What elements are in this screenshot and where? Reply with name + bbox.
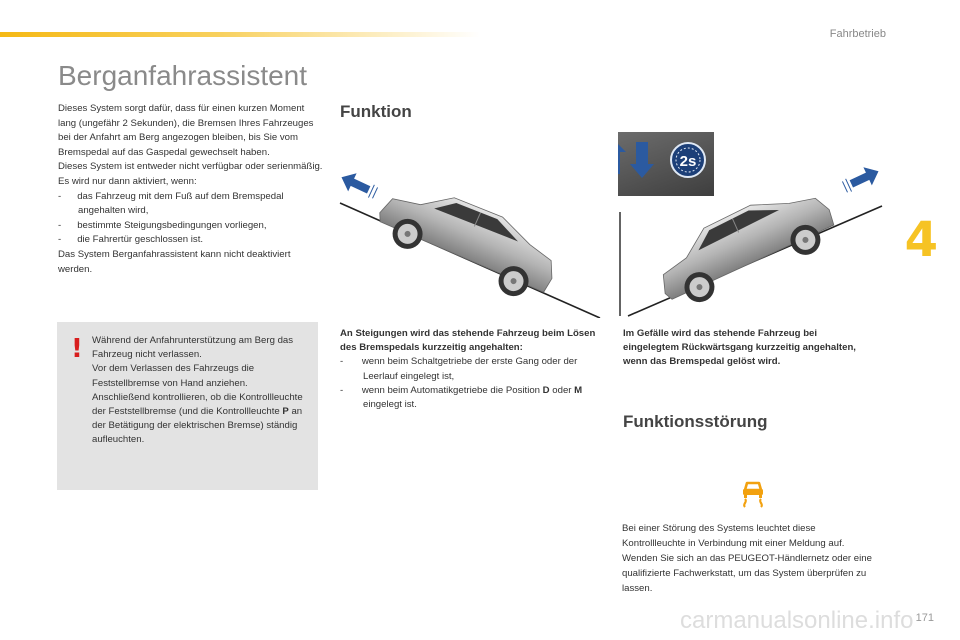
arrow-back-icon xyxy=(841,162,883,196)
list-item: - das Fahrzeug mit dem Fuß auf dem Bremspedal angehalten wird, xyxy=(58,190,284,217)
intro-paragraph: Es wird nur dann aktiviert, wenn: xyxy=(58,175,197,187)
downhill-caption: Im Gefälle wird das stehende Fahrzeug bei eingelegtem Rückwärtsgang kurzzeitig angehalten, wenn das Bremspedal gelöst wird. xyxy=(623,328,856,368)
uphill-car-illustration xyxy=(338,160,611,318)
svg-text:2s: 2s xyxy=(679,153,697,170)
funktion-heading: Funktion xyxy=(340,102,412,121)
page-number: 171 xyxy=(915,612,934,624)
header-accent-bar xyxy=(0,32,480,37)
list-item: - die Fahrertür geschlossen ist. xyxy=(58,234,204,246)
intro-paragraph: Das System Berganfahrassistent kann nicht deaktiviert werden. xyxy=(58,248,291,275)
uphill-caption: An Steigungen wird das stehende Fahrzeug beim Lösen des Bremspedals kurzzeitig angehalten: - wenn beim Schaltgetriebe der erste Gang oder der Leerlauf eingelegt ist, - wenn beim Automatikgetriebe die Position D oder M eingelegt ist. xyxy=(340,328,596,411)
page-title: Berganfahrassistent xyxy=(58,60,308,91)
fault-text: Bei einer Störung des Systems leuchtet diese Kontrollleuchte in Verbindung mit einer Meldung auf. Wenden Sie sich an das PEUGEOT-Händlernetz oder eine qualifizierte Fachwerkstatt, um das System überprüfen zu lassen. xyxy=(622,523,872,594)
car-icon xyxy=(646,177,842,315)
skid-warning-light-icon xyxy=(736,476,770,510)
section-name: Fahrbetrieb xyxy=(829,28,886,40)
watermark: carmanualsonline.info xyxy=(680,607,914,634)
intro-paragraph: Dieses System ist entweder nicht verfügbar oder serienmäßig. xyxy=(58,161,323,173)
downhill-car-illustration xyxy=(618,130,886,318)
arrow-back-icon xyxy=(338,168,379,202)
list-item: - bestimmte Steigungsbedingungen vorliegen, xyxy=(58,219,267,231)
timer-2s-icon xyxy=(671,143,705,177)
intro-paragraph: Dieses System sorgt dafür, dass für einen kurzen Moment lang (ungefähr 2 Sekunden), die Bremsen Ihres Fahrzeuges bei der Anfahrt am Berg angezogen bleiben, bis Sie vom Bremspedal auf das Gaspedal gewechselt haben. xyxy=(58,103,314,158)
warning-text: Während der Anfahrunterstützung am Berg das Fahrzeug nicht verlassen. Vor dem Verlassen des Fahrzeugs die Feststellbremse von Hand anziehen. Anschließend kontrollieren, ob die Kontrollleuchte der Feststellbremse (und die Kontrollleuchte P an der Betätigung der elektrischen Bremse) ständig aufleuchten. xyxy=(92,335,303,446)
pedal-inset-image xyxy=(618,132,714,196)
stoerung-heading: Funktionsstörung xyxy=(623,412,768,431)
chapter-number: 4 xyxy=(904,212,938,268)
warning-box xyxy=(57,322,318,490)
exclamation-icon: ! xyxy=(71,334,83,364)
intro-text xyxy=(58,102,323,277)
car-icon xyxy=(370,171,566,309)
